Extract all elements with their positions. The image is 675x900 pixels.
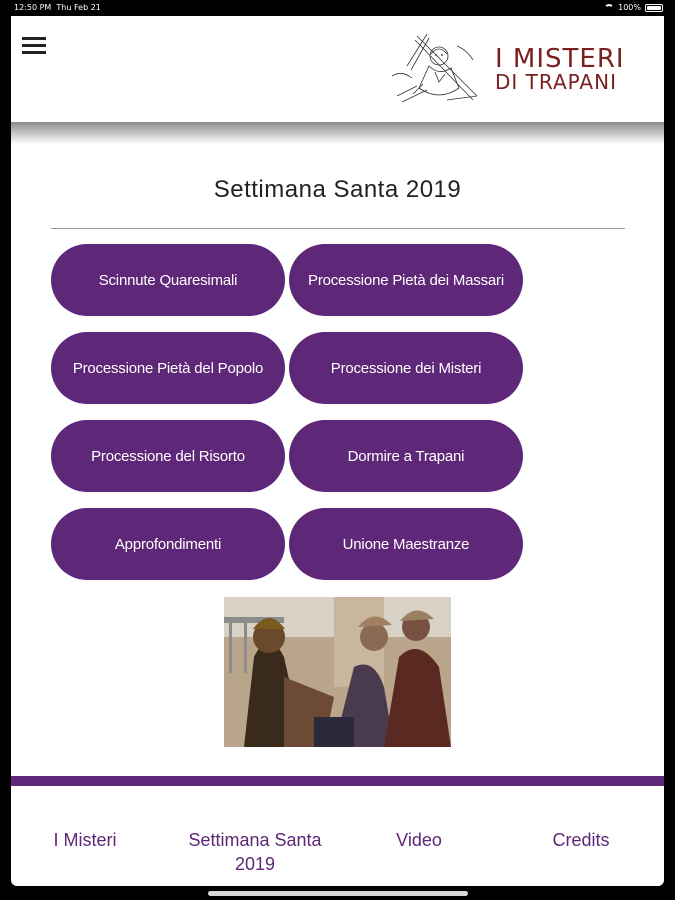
footer-accent-bar xyxy=(11,776,664,786)
hamburger-menu-icon[interactable] xyxy=(22,37,46,55)
processione-pieta-popolo-button[interactable]: Processione Pietà del Popolo xyxy=(51,332,285,404)
status-date-value: Thu Feb 21 xyxy=(56,3,101,12)
battery-icon xyxy=(645,4,663,12)
status-bar xyxy=(0,0,675,16)
dormire-a-trapani-button[interactable]: Dormire a Trapani xyxy=(289,420,523,492)
processione-risorto-button[interactable]: Processione del Risorto xyxy=(51,420,285,492)
title-divider xyxy=(51,228,625,229)
logo-title-line2: DI TRAPANI xyxy=(495,70,617,94)
approfondimenti-button[interactable]: Approfondimenti xyxy=(51,508,285,580)
scinnute-quaresimali-button[interactable]: Scinnute Quaresimali xyxy=(51,244,285,316)
app-header xyxy=(11,16,664,128)
app-screen xyxy=(11,16,664,886)
tab-credits[interactable]: Credits xyxy=(552,830,610,850)
processione-pieta-massari-button[interactable]: Processione Pietà dei Massari xyxy=(289,244,523,316)
misteri-statues-photo xyxy=(224,597,451,747)
tab-i-misteri[interactable]: I Misteri xyxy=(53,830,117,850)
battery-percent: 100% xyxy=(618,3,641,12)
tab-video[interactable]: Video xyxy=(396,830,442,850)
unione-maestranze-button[interactable]: Unione Maestranze xyxy=(289,508,523,580)
header-shadow xyxy=(11,122,664,144)
home-indicator[interactable] xyxy=(208,891,468,896)
wifi-icon xyxy=(604,4,614,11)
page-title: Settimana Santa 2019 xyxy=(213,176,462,203)
status-time xyxy=(14,3,101,12)
processione-misteri-button[interactable]: Processione dei Misteri xyxy=(289,332,523,404)
logo-title-line1: I MISTERI xyxy=(495,44,625,74)
app-logo xyxy=(387,26,657,106)
status-time-value: 12:50 PM xyxy=(14,3,52,12)
status-right xyxy=(604,3,663,12)
tab-settimana-santa[interactable]: Settimana Santa 2019 xyxy=(188,830,322,874)
logo-figure-icon xyxy=(387,26,491,106)
